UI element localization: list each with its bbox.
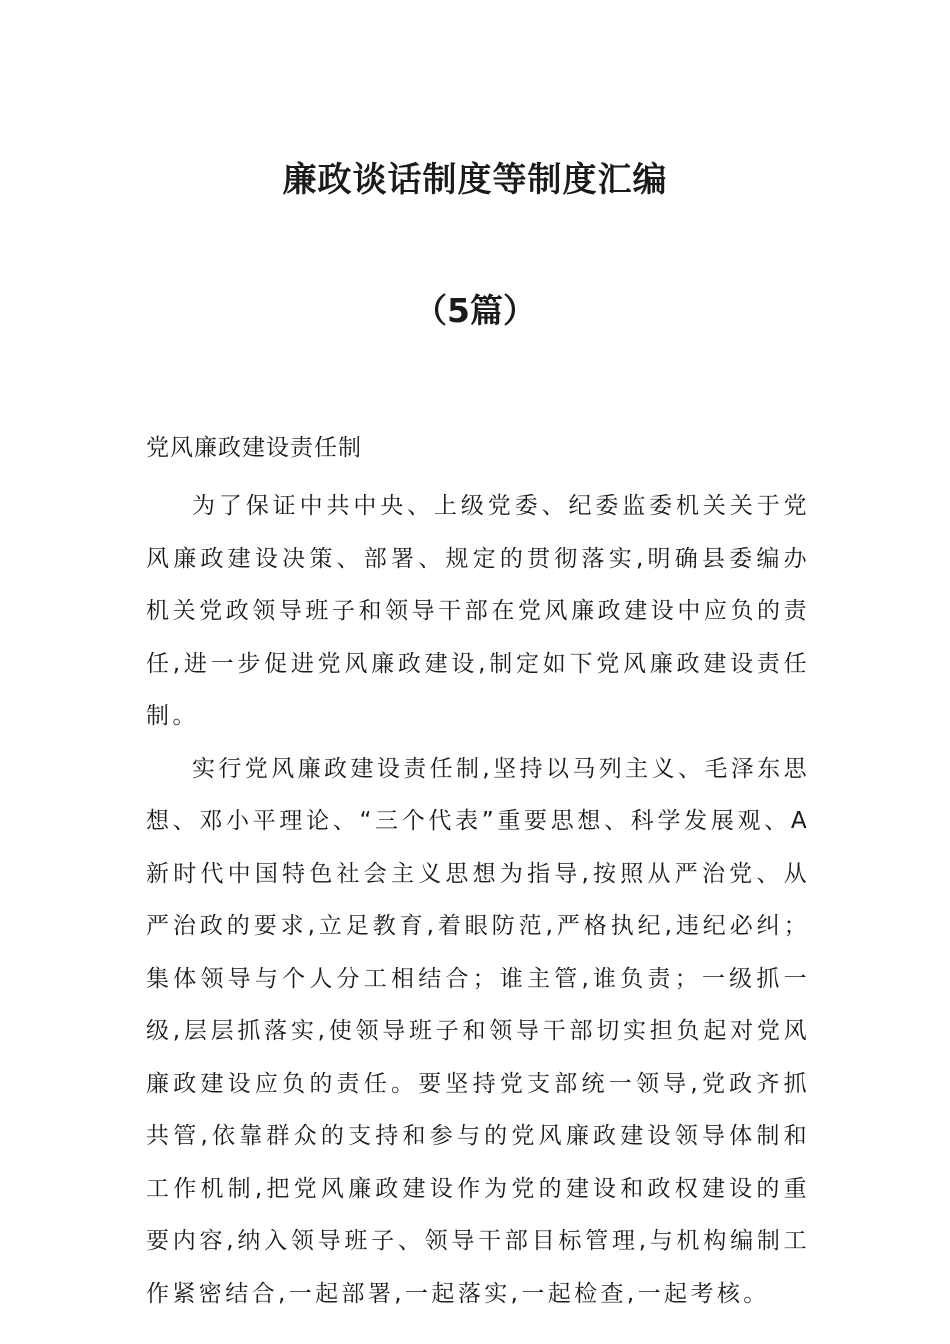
document-subtitle: （5篇） — [414, 291, 536, 330]
paragraph-2: 实行党风廉政建设责任制,坚持以马列主义、毛泽东思想、邓小平理论、“三个代表”重要思想、科学发展观、A新时代中国特色社会主义思想为指导,按照从严治党、从严治政的要求,立足教育,着眼防范,严格执纪,违纪必纠；集体领导与个人分工相结合；谁主管,谁负责；一级抓一级,层层抓落实,使领导班子和领导干部切实担负起对党风廉政建设应负的责任。要坚持党支部统一领导,党政齐抓共管,依靠群众的支持和参与的党风廉政建设领导体制和工作机制,把党风廉政建设作为党的建设和政权建设的重要内容,纳入领导班子、领导干部目标管理,与机构编制工作紧密结合,一起部署,一起落实,一起检查,一起考核。 — [146, 755, 810, 1307]
paragraph-1: 为了保证中共中央、上级党委、纪委监委机关关于党风廉政建设决策、部署、规定的贯彻落实,明确县委编办机关党政领导班子和领导干部在党风廉政建设中应负的责任,进一步促进党风廉政建设,制定如下党风廉政建设责任制。 — [146, 493, 810, 729]
section-heading: 党风廉政建设责任制 — [146, 435, 362, 461]
body-text — [146, 480, 810, 1320]
document-title: 廉政谈话制度等制度汇编 — [282, 160, 668, 200]
